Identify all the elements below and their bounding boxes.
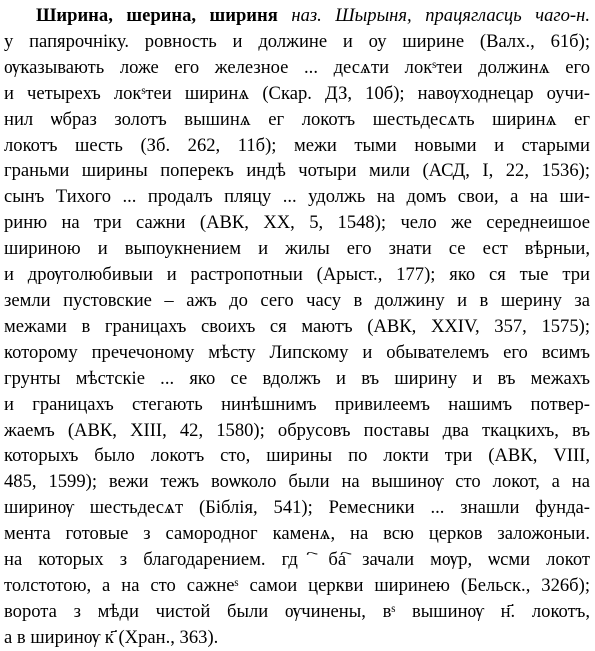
entry-line: земли пустовские – ажъ до сего часу в должину и в шерину за [4, 289, 590, 311]
headword: Ширина, шерина, шириня [36, 5, 278, 26]
entry-line: межами в границахъ своихъ ся маютъ (АВК, XXIV, 357, 1575); [4, 315, 590, 337]
entry-line: ворота з мѣди чистой были ѹчинены, вˢ вышинѹ н҃. локотъ, [4, 600, 590, 622]
entry-line: сынъ Тихого ... продалъ пляцу ... удолжь на домъ свои, а на ши- [4, 186, 590, 208]
entry-line: толстотою, а на сто сажнеˢ самои церкви ширинею (Бельск., 326б); [4, 574, 590, 596]
entry-line: у папярочніку. ровность и должине и оу ширине (Валх., 61б); [4, 30, 590, 52]
entry-line: нил ѡбраз золотъ вышинѧ ег локотъ шестьдесѧть ширинѧ ег [4, 108, 590, 130]
entry-line: жаемъ (АВК, XIII, 42, 1580); обрусовъ поставы два ткацкихъ, въ [4, 419, 590, 441]
entry-line: и дрѹголюбивыи и растропотныи (Арыст., 177); яко ся тые три [4, 264, 590, 286]
entry-line: риню на три сажни (АВК, ХХ, 5, 1548); чело же середнеишое [4, 212, 590, 234]
entry-line: которому пречечоному мѣсту Липскому и обывателемъ его всимъ [4, 341, 590, 363]
entry-line: локотъ шесть (Зб. 262, 11б); межи тыми новыми и старыми [4, 134, 590, 156]
entry-line: шириною и выпоукнением и жилы его знати се ест вѣрныи, [4, 238, 590, 260]
entry-line: и границахъ стегають нинѣшнимъ привилеемъ нашимъ потвер- [4, 393, 590, 415]
entry-line: грунты мѣстскіе ... яко се вдолжъ и въ ширину и въ межахъ [4, 367, 590, 389]
entry-line: граньми ширины поперекъ индѣ чотыри мили (АСД, I, 22, 1536); [4, 160, 590, 182]
entry-line: 485, 1599); вежи тежъ воѡколо были на вышинѹ сто локот, а на [4, 471, 590, 493]
entry-line: и четырехъ локˢтеи ширинѧ (Скар. ДЗ, 10б); навѹходнецар оучи- [4, 82, 590, 104]
entry-line: мента готовые з самородног каменѧ, на всю церков заложоныи. [4, 523, 590, 545]
entry-line-1 [4, 3, 590, 29]
grammar-note: наз. Шырыня, працягласць чаго-н. [291, 5, 590, 26]
entry-line: которыхъ было локотъ сто, ширины по локти три (АВК, VIII, [4, 445, 590, 467]
entry-line: ѹказывають ложе его железное ... десѧти локˢтеи должинѧ его [4, 56, 590, 78]
entry-line: на которых з благодарением. гдⷭ҇ ба҇ зачали мѹр, ѡсми локот [4, 549, 590, 571]
entry-line: ширинѹ шестьдесѧт (Біблія, 541); Ремесники ... знашли фунда- [4, 497, 590, 519]
entry-line: а в ширинѹ к҃ (Хран., 363). [4, 626, 219, 648]
